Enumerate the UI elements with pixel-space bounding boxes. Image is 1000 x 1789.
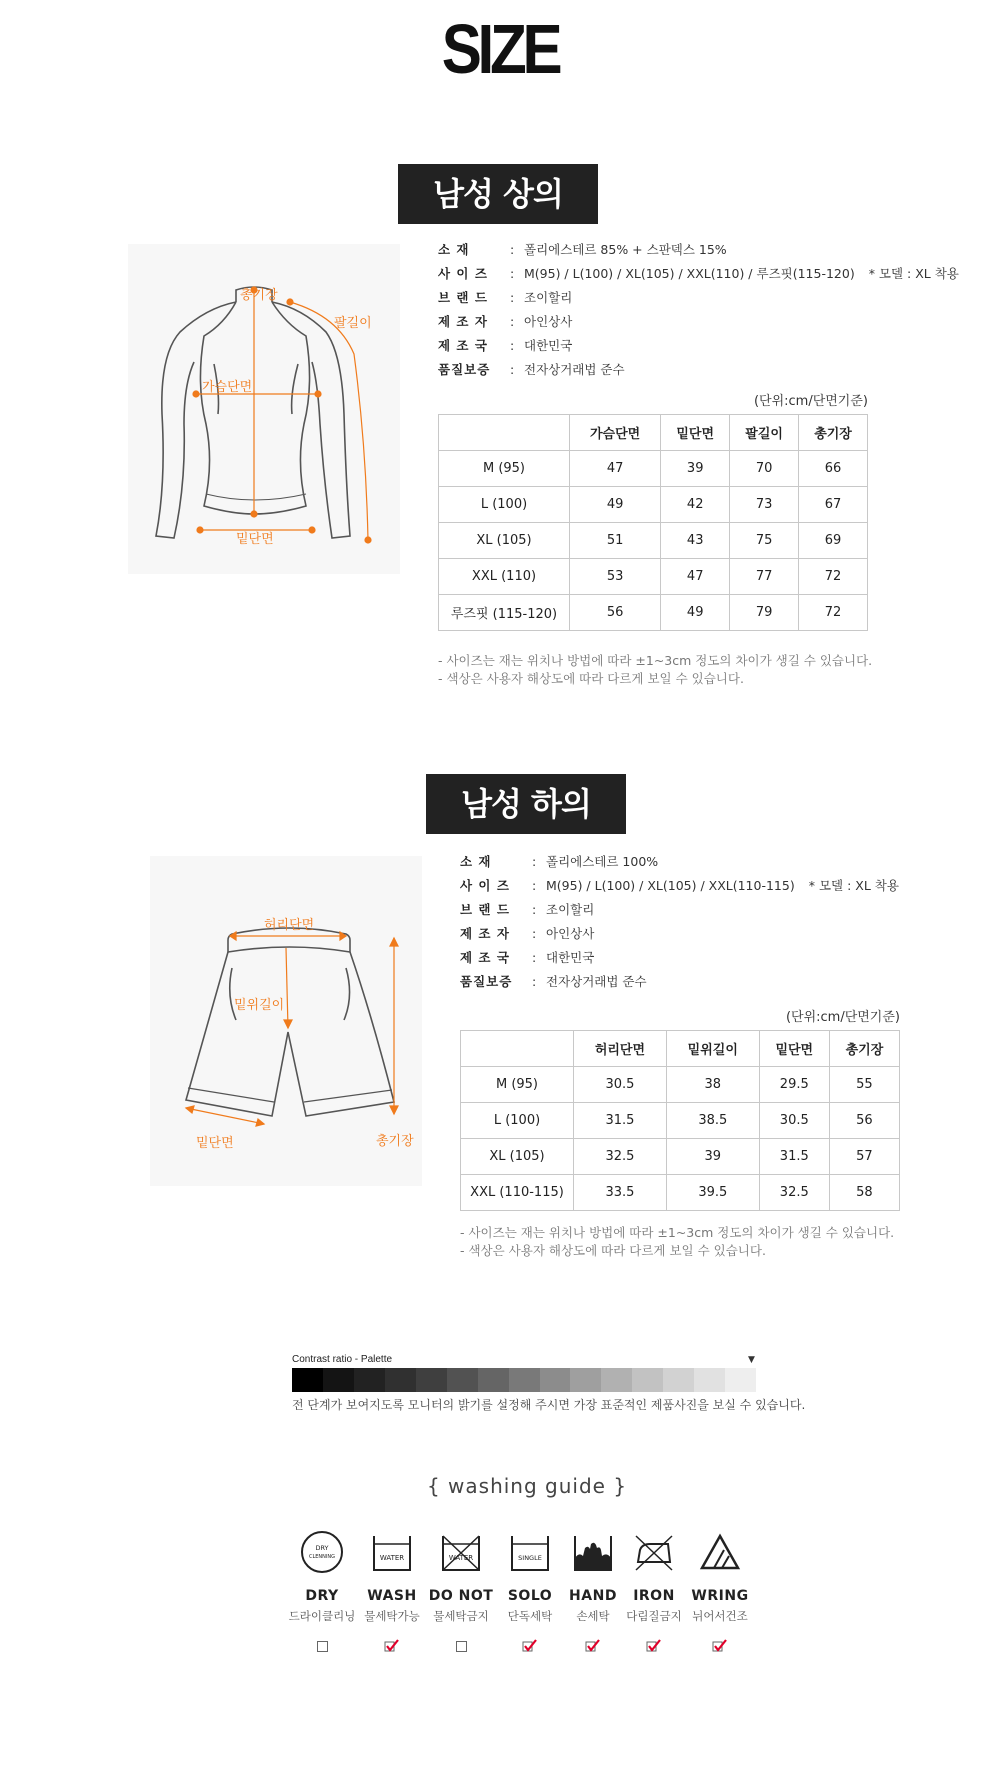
- wash-item-dry: [282, 1530, 362, 1654]
- table-cell: 70: [730, 451, 799, 487]
- table-cell: M (95): [461, 1067, 574, 1103]
- wash-name: WRING: [691, 1588, 749, 1604]
- table-row: [461, 1175, 900, 1211]
- spec-row: 사 이 즈 : M(95) / L(100) / XL(105) / XXL(110) / 루즈핏(115-120) * 모델 : XL 착용: [438, 262, 959, 286]
- spec-key: 제 조 자: [438, 314, 488, 329]
- machine-wash-icon: [370, 1530, 414, 1574]
- spec-value: 대한민국: [524, 338, 573, 353]
- top-notes: [438, 652, 872, 688]
- checked-checkbox-icon: [352, 1638, 432, 1654]
- wash-desc: 손세탁: [576, 1609, 610, 1623]
- table-header-row: [439, 415, 868, 451]
- wash-name: IRON: [633, 1588, 675, 1604]
- table-header: 허리단면: [574, 1031, 667, 1067]
- table-cell: 47: [661, 559, 730, 595]
- table-header: 팔길이: [730, 415, 799, 451]
- table-cell: 55: [829, 1067, 899, 1103]
- bottom-notes: [460, 1224, 894, 1260]
- table-cell: 58: [829, 1175, 899, 1211]
- table-cell: 42: [661, 487, 730, 523]
- table-cell: 77: [730, 559, 799, 595]
- spec-key: 품질보증: [460, 974, 513, 989]
- palette-swatch: [385, 1368, 416, 1392]
- table-cell: 39: [666, 1139, 759, 1175]
- page-title: SIZE: [441, 10, 559, 88]
- palette-swatch: [570, 1368, 601, 1392]
- spec-row: 품질보증 : 전자상거래법 준수: [438, 358, 959, 382]
- table-row: [461, 1067, 900, 1103]
- figure-label-hem: 밑단면: [196, 1136, 234, 1151]
- hand-wash-icon: [571, 1530, 615, 1574]
- spec-value: 조이할리: [524, 290, 573, 305]
- figure-label-waist: 허리단면: [264, 918, 315, 933]
- table-cell: 39.5: [666, 1175, 759, 1211]
- wash-desc: 뉘어서건조: [692, 1609, 748, 1623]
- table-cell: 51: [570, 523, 661, 559]
- spec-value: 전자상거래법 준수: [546, 974, 647, 989]
- palette-swatch: [632, 1368, 663, 1392]
- washing-guide-title: { washing guide }: [426, 1474, 628, 1498]
- single-wash-icon: [508, 1530, 552, 1574]
- svg-text:WATER: WATER: [448, 1554, 474, 1562]
- no-iron-icon: [632, 1530, 676, 1574]
- bottom-garment-figure: [150, 856, 422, 1186]
- table-cell: 31.5: [759, 1139, 829, 1175]
- spec-value: 대한민국: [546, 950, 595, 965]
- table-cell: 73: [730, 487, 799, 523]
- wash-item-wash: [352, 1530, 432, 1654]
- palette-swatch: [540, 1368, 571, 1392]
- section-label-bottom: 남성 하의: [426, 774, 626, 834]
- spec-key: 소 재: [460, 854, 492, 869]
- spec-row: 품질보증 : 전자상거래법 준수: [460, 970, 899, 994]
- palette-swatch: [292, 1368, 323, 1392]
- palette-swatch: [478, 1368, 509, 1392]
- note-line: - 색상은 사용자 해상도에 따라 다르게 보일 수 있습니다.: [460, 1243, 766, 1258]
- section-label-top: 남성 상의: [398, 164, 598, 224]
- table-cell: 56: [829, 1103, 899, 1139]
- spec-value: 아인상사: [524, 314, 573, 329]
- table-header: 밑단면: [661, 415, 730, 451]
- spec-value: M(95) / L(100) / XL(105) / XXL(110-115): [546, 878, 795, 893]
- spec-row: 소 재 : 폴리에스테르 100%: [460, 850, 899, 874]
- palette-swatch: [663, 1368, 694, 1392]
- figure-label-chest: 가슴단면: [202, 380, 253, 395]
- palette-swatch: [447, 1368, 478, 1392]
- spec-key: 브 랜 드: [438, 290, 488, 305]
- spec-key: 제 조 국: [460, 950, 510, 965]
- table-cell: L (100): [461, 1103, 574, 1139]
- table-cell: 32.5: [759, 1175, 829, 1211]
- figure-label-total-length: 총기장: [376, 1134, 414, 1149]
- table-cell: XL (105): [439, 523, 570, 559]
- table-cell: 31.5: [574, 1103, 667, 1139]
- table-header: 가슴단면: [570, 415, 661, 451]
- wash-desc: 드라이클리닝: [288, 1609, 356, 1623]
- spec-key: 제 조 자: [460, 926, 510, 941]
- spec-row: 소 재 : 폴리에스테르 85% + 스판덱스 15%: [438, 238, 959, 262]
- svg-text:SINGLE: SINGLE: [518, 1554, 542, 1562]
- palette-title: Contrast ratio - Palette: [292, 1354, 393, 1365]
- wash-name: SOLO: [507, 1588, 553, 1604]
- wash-name: DO NOT: [428, 1588, 494, 1604]
- wash-item-do-not: [421, 1530, 501, 1654]
- table-cell: XXL (110-115): [461, 1175, 574, 1211]
- unit-note-bottom: (단위:cm/단면기준): [785, 1010, 900, 1025]
- top-spec-list: [438, 238, 959, 382]
- wash-desc: 물세탁가능: [364, 1609, 420, 1623]
- palette-swatch: [601, 1368, 632, 1392]
- table-row: [461, 1139, 900, 1175]
- spec-value: 전자상거래법 준수: [524, 362, 625, 377]
- table-cell: 47: [570, 451, 661, 487]
- spec-row: 제 조 국 : 대한민국: [460, 946, 899, 970]
- svg-text:DRY: DRY: [315, 1544, 329, 1552]
- wash-desc: 다림질금지: [626, 1609, 682, 1623]
- checked-checkbox-icon: [680, 1638, 760, 1654]
- spec-row: 제 조 자 : 아인상사: [460, 922, 899, 946]
- dry-cleaning-icon: [300, 1530, 344, 1574]
- wash-desc: 물세탁금지: [433, 1609, 489, 1623]
- empty-checkbox-icon: [282, 1638, 362, 1654]
- spec-key: 사 이 즈: [438, 266, 488, 281]
- wash-item-wring: [680, 1530, 760, 1654]
- wash-name: DRY: [305, 1588, 339, 1604]
- table-cell: 루즈핏 (115-120): [439, 595, 570, 631]
- top-size-table: [438, 414, 868, 631]
- table-cell: M (95): [439, 451, 570, 487]
- top-garment-figure: [128, 244, 400, 574]
- spec-row: 제 조 자 : 아인상사: [438, 310, 959, 334]
- empty-checkbox-icon: [421, 1638, 501, 1654]
- spec-value: 조이할리: [546, 902, 595, 917]
- palette-swatch: [354, 1368, 385, 1392]
- spec-key: 제 조 국: [438, 338, 488, 353]
- table-header: [461, 1031, 574, 1067]
- table-cell: 72: [799, 595, 868, 631]
- table-cell: 38.5: [666, 1103, 759, 1139]
- spec-row: 제 조 국 : 대한민국: [438, 334, 959, 358]
- table-header-row: [461, 1031, 900, 1067]
- table-header: 밑단면: [759, 1031, 829, 1067]
- figure-label-sleeve: 팔길이: [334, 316, 372, 331]
- spec-key: 브 랜 드: [460, 902, 510, 917]
- table-row: [439, 487, 868, 523]
- table-cell: L (100): [439, 487, 570, 523]
- model-note: * 모델 : XL 착용: [808, 878, 899, 893]
- spec-row: 브 랜 드 : 조이할리: [460, 898, 899, 922]
- table-cell: 79: [730, 595, 799, 631]
- palette-note: 전 단계가 보여지도록 모니터의 밝기를 설정해 주시면 가장 표준적인 제품사진을 보실 수 있습니다.: [292, 1398, 806, 1412]
- table-cell: 49: [661, 595, 730, 631]
- table-cell: 67: [799, 487, 868, 523]
- table-cell: 75: [730, 523, 799, 559]
- table-cell: 66: [799, 451, 868, 487]
- table-cell: 69: [799, 523, 868, 559]
- spec-key: 소 재: [438, 242, 470, 257]
- bottom-spec-list: [460, 850, 899, 994]
- note-line: - 색상은 사용자 해상도에 따라 다르게 보일 수 있습니다.: [438, 671, 744, 686]
- no-wring-icon: [698, 1530, 742, 1574]
- table-header: 총기장: [799, 415, 868, 451]
- wash-desc: 단독세탁: [507, 1609, 553, 1623]
- table-row: [439, 523, 868, 559]
- table-header: 밑위길이: [666, 1031, 759, 1067]
- figure-label-hem: 밑단면: [236, 532, 274, 547]
- table-cell: 30.5: [574, 1067, 667, 1103]
- svg-text:WATER: WATER: [379, 1554, 405, 1562]
- table-cell: 39: [661, 451, 730, 487]
- table-row: [439, 559, 868, 595]
- contrast-palette-bar: [292, 1368, 756, 1392]
- table-header: 총기장: [829, 1031, 899, 1067]
- triangle-down-icon: ▼: [748, 1355, 755, 1365]
- table-cell: 49: [570, 487, 661, 523]
- svg-text:CLENNING: CLENNING: [308, 1554, 336, 1560]
- bottom-size-table: [460, 1030, 900, 1211]
- unit-note-top: (단위:cm/단면기준): [753, 394, 868, 409]
- model-note: * 모델 : XL 착용: [868, 266, 959, 281]
- table-cell: 29.5: [759, 1067, 829, 1103]
- table-header: [439, 415, 570, 451]
- note-line: - 사이즈는 재는 위치나 방법에 따라 ±1~3cm 정도의 차이가 생길 수 있습니다.: [460, 1225, 895, 1240]
- spec-row: 사 이 즈 : M(95) / L(100) / XL(105) / XXL(110-115) * 모델 : XL 착용: [460, 874, 899, 898]
- table-cell: 57: [829, 1139, 899, 1175]
- table-row: [461, 1103, 900, 1139]
- table-cell: 43: [661, 523, 730, 559]
- spec-row: 브 랜 드 : 조이할리: [438, 286, 959, 310]
- table-row: [439, 451, 868, 487]
- table-cell: 38: [666, 1067, 759, 1103]
- spec-value: 아인상사: [546, 926, 595, 941]
- palette-swatch: [416, 1368, 447, 1392]
- table-cell: XL (105): [461, 1139, 574, 1175]
- table-cell: 32.5: [574, 1139, 667, 1175]
- palette-swatch: [509, 1368, 540, 1392]
- wash-name: HAND: [569, 1588, 617, 1604]
- table-row: [439, 595, 868, 631]
- figure-label-rise: 밑위길이: [234, 998, 285, 1013]
- palette-swatch: [725, 1368, 756, 1392]
- spec-key: 품질보증: [438, 362, 491, 377]
- spec-value: M(95) / L(100) / XL(105) / XXL(110) / 루즈핏(115-120): [524, 266, 855, 281]
- table-cell: 56: [570, 595, 661, 631]
- table-cell: 53: [570, 559, 661, 595]
- palette-swatch: [323, 1368, 354, 1392]
- figure-label-total-length: 총기장: [240, 288, 278, 303]
- table-cell: 30.5: [759, 1103, 829, 1139]
- spec-value: 폴리에스테르 85% + 스판덱스 15%: [524, 242, 727, 257]
- palette-swatch: [694, 1368, 725, 1392]
- note-line: - 사이즈는 재는 위치나 방법에 따라 ±1~3cm 정도의 차이가 생길 수 있습니다.: [438, 653, 873, 668]
- table-cell: 33.5: [574, 1175, 667, 1211]
- no-wash-icon: [439, 1530, 483, 1574]
- wash-name: WASH: [367, 1588, 417, 1604]
- table-cell: 72: [799, 559, 868, 595]
- table-cell: XXL (110): [439, 559, 570, 595]
- spec-key: 사 이 즈: [460, 878, 510, 893]
- spec-value: 폴리에스테르 100%: [546, 854, 659, 869]
